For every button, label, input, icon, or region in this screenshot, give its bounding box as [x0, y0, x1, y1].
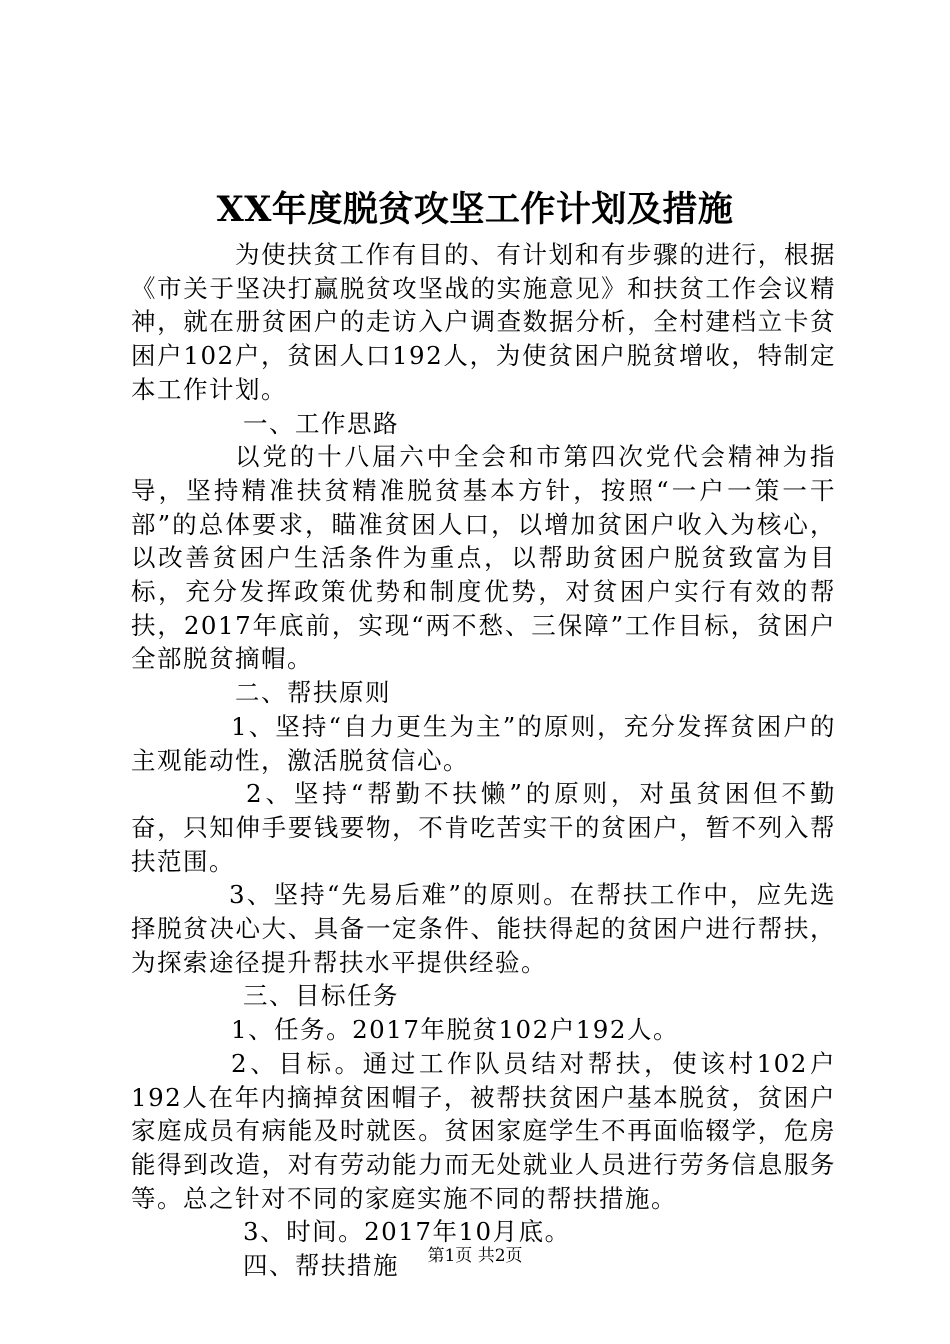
intro-paragraph: 为使扶贫工作有目的、有计划和有步骤的进行，根据《市关于坚决打赢脱贫攻坚战的实施意见》和扶贫工作会议精神，就在册贫困户的走访入户调查数据分析，全村建档立卡贫困户102户，贫困人口192人，为使贫困户脱贫增收，特制定本工作计划。 [131, 240, 836, 404]
page-title: XX年度脱贫攻坚工作计划及措施 [216, 189, 734, 230]
target-task-item: 1、任务。2017年脱贫102户192人。 [231, 1015, 679, 1045]
section-heading-principles: 二、帮扶原则 [235, 678, 391, 708]
principle-item: 2、坚持“帮勤不扶懒”的原则，对虽贫困但不勤奋，只知伸手要钱要物，不肯吃苦实干的贫困户，暂不列入帮扶范围。 [131, 779, 836, 876]
document-body [131, 238, 836, 1283]
target-time-item: 3、时间。2017年10月底。 [243, 1217, 571, 1247]
principle-item: 3、坚持“先易后难”的原则。在帮扶工作中，应先选择脱贫决心大、具备一定条件、能扶得起的贫困户进行帮扶，为探索途径提升帮扶水平提供经验。 [131, 880, 836, 977]
target-goal-item: 2、目标。通过工作队员结对帮扶，使该村102户192人在年内摘掉贫困帽子，被帮扶贫困户基本脱贫，贫困户家庭成员有病能及时就医。贫困家庭学生不再面临辍学，危房能得到改造，对有劳动能力而无处就业人员进行劳务信息服务等。总之针对不同的家庭实施不同的帮扶措施。 [131, 1048, 836, 1213]
principle-item: 1、坚持“自力更生为主”的原则，充分发挥贫困户的主观能动性，激活脱贫信心。 [131, 711, 836, 775]
page-footer: 第1页 共2页 [427, 1246, 523, 1266]
section-heading-measures: 四、帮扶措施 [243, 1251, 399, 1281]
section-heading-targets: 三、目标任务 [243, 981, 399, 1011]
section-thinking-paragraph: 以党的十八届六中全会和市第四次党代会精神为指导，坚持精准扶贫精准脱贫基本方针，按照“一户一策一干部”的总体要求，瞄准贫困人口，以增加贫困户收入为核心，以改善贫困户生活条件为重点，以帮助贫困户脱贫致富为目标，充分发挥政策优势和制度优势，对贫困户实行有效的帮扶，2017年底前，实现“两不愁、三保障”工作目标，贫困户全部脱贫摘帽。 [131, 442, 836, 674]
section-heading-thinking: 一、工作思路 [243, 408, 399, 438]
